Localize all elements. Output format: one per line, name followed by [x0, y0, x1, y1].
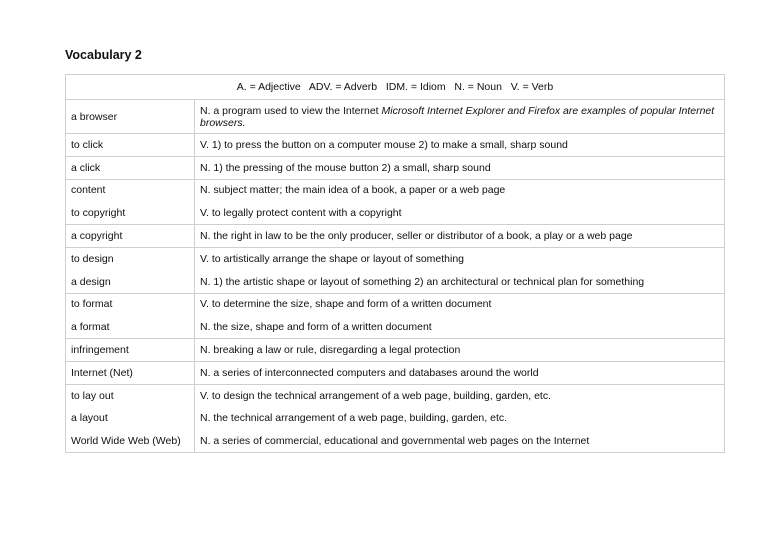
term-cell: a format	[66, 316, 195, 339]
table-row	[66, 361, 725, 384]
table-row	[66, 134, 725, 157]
definition-cell: N. the right in law to be the only producer, seller or distributor of a book, a play or a web page	[195, 225, 725, 248]
term-cell: infringement	[66, 339, 195, 362]
table-row	[66, 407, 725, 430]
definition-cell: N. the technical arrangement of a web page, building, garden, etc.	[195, 407, 725, 430]
table-row	[66, 225, 725, 248]
table-row	[66, 179, 725, 202]
table-row	[66, 430, 725, 453]
definition-cell: N. subject matter; the main idea of a book, a paper or a web page	[195, 179, 725, 202]
term-cell: to click	[66, 134, 195, 157]
term-cell: to format	[66, 293, 195, 316]
term-cell: Internet (Net)	[66, 361, 195, 384]
table-row	[66, 316, 725, 339]
definition-cell: N. a series of commercial, educational and governmental web pages on the Internet	[195, 430, 725, 453]
term-cell: to lay out	[66, 384, 195, 407]
definition-cell: V. 1) to press the button on a computer mouse 2) to make a small, sharp sound	[195, 134, 725, 157]
term-cell: a layout	[66, 407, 195, 430]
legend-row	[66, 75, 725, 100]
definition-cell: N. 1) the pressing of the mouse button 2) a small, sharp sound	[195, 156, 725, 179]
definition-cell: V. to determine the size, shape and form of a written document	[195, 293, 725, 316]
definition-cell: V. to legally protect content with a copyright	[195, 202, 725, 225]
definition-text: N. a program used to view the Internet	[200, 104, 382, 117]
definition-cell: N. 1) the artistic shape or layout of something 2) an architectural or technical plan for something	[195, 270, 725, 293]
table-row	[66, 202, 725, 225]
table-row	[66, 100, 725, 134]
table-row	[66, 293, 725, 316]
page-title: Vocabulary 2	[65, 48, 142, 62]
term-cell: a copyright	[66, 225, 195, 248]
definition-cell: N. breaking a law or rule, disregarding a legal protection	[195, 339, 725, 362]
term-cell: a browser	[66, 100, 195, 134]
term-cell: to design	[66, 247, 195, 270]
definition-cell	[195, 100, 725, 134]
table-row	[66, 156, 725, 179]
term-cell: a design	[66, 270, 195, 293]
legend-text: A. = Adjective ADV. = Adverb IDM. = Idiom N. = Noun V. = Verb	[66, 75, 725, 100]
table-row	[66, 384, 725, 407]
term-cell: to copyright	[66, 202, 195, 225]
definition-cell: N. the size, shape and form of a written document	[195, 316, 725, 339]
definition-cell: V. to artistically arrange the shape or layout of something	[195, 247, 725, 270]
vocabulary-table	[65, 74, 725, 453]
table-row	[66, 247, 725, 270]
table-row	[66, 339, 725, 362]
definition-cell: N. a series of interconnected computers and databases around the world	[195, 361, 725, 384]
definition-example: Microsoft Internet Explorer and Firefox are examples of popular Internet browsers.	[200, 104, 715, 129]
table-row	[66, 270, 725, 293]
term-cell: a click	[66, 156, 195, 179]
term-cell: content	[66, 179, 195, 202]
term-cell: World Wide Web (Web)	[66, 430, 195, 453]
definition-cell: V. to design the technical arrangement of a web page, building, garden, etc.	[195, 384, 725, 407]
